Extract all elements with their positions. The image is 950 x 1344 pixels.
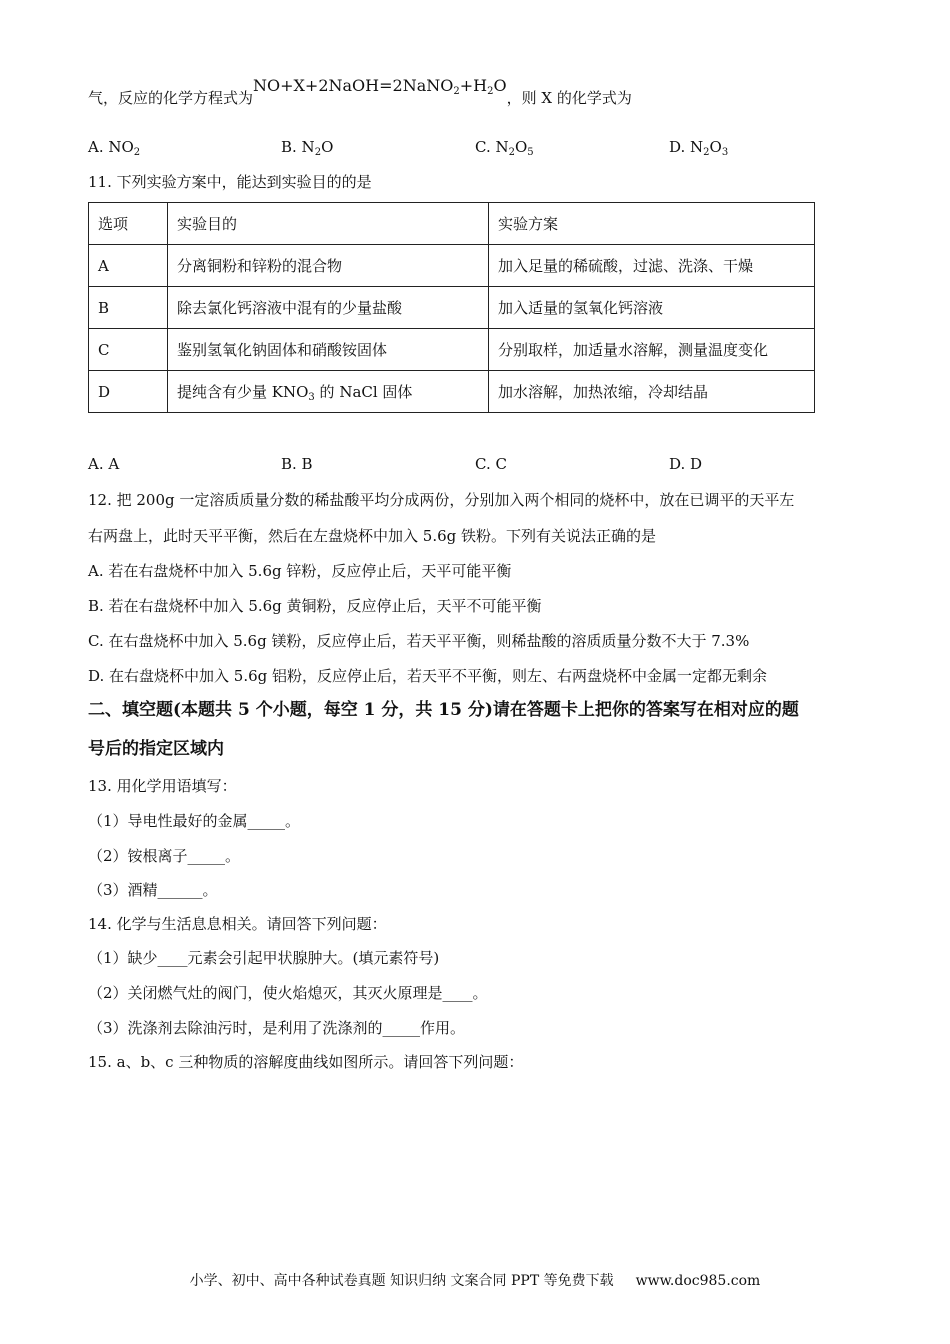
eq-sub: 2 [453, 86, 460, 97]
footer-url[interactable]: www.doc985.com [635, 1273, 761, 1289]
table-row [89, 245, 815, 287]
table-row [89, 287, 815, 329]
table-header-cell: 实验目的 [168, 203, 489, 245]
table-cell: 分别取样，加适量水溶解，测量温度变化 [489, 329, 815, 371]
eq-part: +H [459, 76, 488, 95]
table-header-row [89, 203, 815, 245]
option-label: C. N [475, 138, 509, 156]
option-sub: 2 [133, 147, 141, 158]
q14-item-1: （1）缺少____元素会引起甲状腺肿大。(填元素符号) [88, 949, 440, 967]
table-header-cell: 实验方案 [489, 203, 815, 245]
q11-option-c: C. C [475, 455, 507, 473]
cell-text: 的 NaCl 固体 [314, 382, 413, 401]
section2-heading-line2: 号后的指定区域内 [88, 739, 224, 759]
eq-part: NO+X+2NaOH=2NaNO [253, 76, 454, 95]
option-label: B. N [281, 138, 315, 156]
q11-option-a: A. A [88, 455, 120, 473]
table-cell [168, 371, 489, 413]
option-sub: 5 [527, 147, 534, 158]
q10-option-c [475, 137, 534, 163]
option-tail: O [514, 138, 528, 156]
q10-stem-line [88, 76, 632, 114]
option-tail: O [709, 138, 722, 156]
q14-stem: 14. 化学与生活息息相关。请回答下列问题： [88, 915, 387, 933]
table-cell: A [89, 245, 168, 287]
q13-item-3: （3）酒精______。 [88, 881, 218, 899]
table-cell: C [89, 329, 168, 371]
q12-option-d: D. 在右盘烧杯中加入 5.6g 铝粉，反应停止后，若天平不平衡，则左、右两盘烧杯中金属一定都无剩余 [88, 667, 768, 685]
q12-option-c: C. 在右盘烧杯中加入 5.6g 镁粉，反应停止后，若天平平衡，则稀盐酸的溶质质量分数不大于 7.3% [88, 632, 750, 650]
q11-table [88, 202, 815, 413]
q10-text-before: 气，反应的化学方程式为 [88, 89, 254, 107]
q12-option-b: B. 若在右盘烧杯中加入 5.6g 黄铜粉，反应停止后，天平不可能平衡 [88, 597, 542, 615]
table-cell: 加水溶解，加热浓缩，冷却结晶 [489, 371, 815, 413]
q10-text-after: ，则 X 的化学式为 [506, 89, 632, 107]
option-label: D. N [669, 138, 704, 156]
q11-option-b: B. B [281, 455, 313, 473]
q10-option-d [669, 137, 728, 163]
q11-stem: 11. 下列实验方案中，能达到实验目的的是 [88, 173, 372, 191]
eq-sub: 2 [487, 86, 494, 97]
q14-item-3: （3）洗涤剂去除油污时，是利用了洗涤剂的_____作用。 [88, 1019, 466, 1037]
q10-equation [253, 76, 507, 95]
q13-stem: 13. 用化学用语填写： [88, 777, 237, 795]
table-cell: 分离铜粉和锌粉的混合物 [168, 245, 489, 287]
table-row [89, 371, 815, 413]
q10-option-b [281, 137, 333, 163]
table-cell: 除去氯化钙溶液中混有的少量盐酸 [168, 287, 489, 329]
option-tail: O [321, 138, 334, 156]
page-footer [0, 1270, 950, 1290]
option-sub: 2 [314, 147, 322, 158]
table-cell: 加入适量的氢氧化钙溶液 [489, 287, 815, 329]
table-header-cell: 选项 [89, 203, 168, 245]
q12-stem-line2: 右两盘上，此时天平平衡，然后在左盘烧杯中加入 5.6g 铁粉。下列有关说法正确的是 [88, 527, 656, 545]
q12-option-a: A. 若在右盘烧杯中加入 5.6g 锌粉，反应停止后，天平可能平衡 [88, 562, 512, 580]
section2-heading-line1: 二、填空题(本题共 5 个小题，每空 1 分，共 15 分)请在答题卡上把你的答案写在相对应的题 [88, 700, 799, 720]
eq-part: O [493, 76, 507, 95]
table-cell: 鉴别氢氧化钠固体和硝酸铵固体 [168, 329, 489, 371]
q11-option-d: D. D [669, 455, 703, 473]
table-row [89, 329, 815, 371]
q10-option-a [88, 137, 140, 163]
option-sub: 3 [721, 147, 729, 158]
cell-text: 提纯含有少量 KNO [177, 382, 309, 401]
footer-text: 小学、初中、高中各种试卷真题 知识归纳 文案合同 PPT 等免费下载 [189, 1273, 614, 1289]
option-sub: 2 [508, 147, 515, 158]
q15-stem: 15. a、b、c 三种物质的溶解度曲线如图所示。请回答下列问题： [88, 1053, 524, 1071]
table-cell: D [89, 371, 168, 413]
option-label: A. NO [88, 138, 134, 156]
table-cell: B [89, 287, 168, 329]
table-cell: 加入足量的稀硫酸，过滤、洗涤、干燥 [489, 245, 815, 287]
q12-stem-line1: 12. 把 200g 一定溶质质量分数的稀盐酸平均分成两份，分别加入两个相同的烧杯中，放在已调平的天平左 [88, 491, 795, 509]
q13-item-1: （1）导电性最好的金属_____。 [88, 812, 301, 830]
cell-sub: 3 [308, 391, 315, 403]
q13-item-2: （2）铵根离子_____。 [88, 847, 241, 865]
option-sub: 2 [703, 147, 710, 158]
q14-item-2: （2）关闭燃气灶的阀门，使火焰熄灭，其灭火原理是____。 [88, 984, 488, 1002]
